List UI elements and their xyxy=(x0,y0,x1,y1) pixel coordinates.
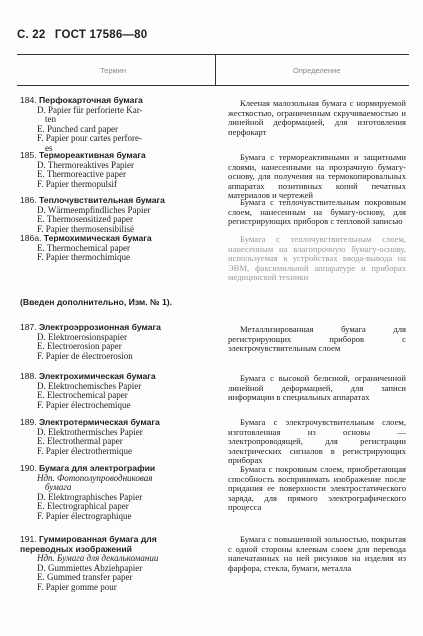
term-entry xyxy=(20,96,212,154)
term-entry xyxy=(20,372,212,410)
term-equivalent: F. Papier thermochimique xyxy=(37,252,131,263)
term-equivalent: E. Thermoreactive paper xyxy=(37,169,127,180)
term-equivalent: E. Electrographical paper xyxy=(37,501,129,512)
term-number: 187. xyxy=(20,322,37,332)
term-definition: Бумага с высокой белизной, ограниченной линейной деформацией, для записи информации в специальных аппаратах xyxy=(228,373,406,403)
term-equivalent: F. Papier pour cartes perfore- xyxy=(37,133,142,144)
term-equivalent: D. Elektrothermisches Papier xyxy=(37,426,143,437)
term-equivalent: D. Thermoreaktives Papier xyxy=(37,159,135,170)
term-definition: Бумага с термореактивными и защитными слоями, нанесенными на прозрачную бумагу-основу, для получения на термокопировальных аппаратах позитивных копий печатных материалов и чертежей xyxy=(228,152,406,201)
term-deprecated: Ндп. Фотополупроводниковая xyxy=(37,472,153,483)
term-entry xyxy=(20,323,212,361)
term-equivalent: es xyxy=(45,142,53,153)
term-equivalent: E. Electroerosion paper xyxy=(37,341,122,352)
term-equivalent: E. Thermochemical paper xyxy=(37,242,131,253)
page-number: С. 22 xyxy=(17,29,46,41)
term-definition: Клееная малозольная бумага с нормируемой жесткостью, ограниченным скручиваемостью и линейной деформацией, для изготовления перфокарт xyxy=(228,98,406,137)
term-number: 184. xyxy=(20,95,37,105)
term-equivalent: E. Punched card paper xyxy=(37,123,118,134)
term-deprecated: бумага xyxy=(45,482,72,493)
term-equivalent: D. Elektrochemisches Papier xyxy=(37,380,142,391)
term-number: 185. xyxy=(20,150,37,160)
term-equivalent: ten xyxy=(45,114,56,125)
term-entry xyxy=(20,535,212,593)
term-entry xyxy=(20,196,212,234)
term-definition: Бумага с электрочувствительным слоем, изготовленная из основы — электропроводящей, для регистрации электрических сигналов в регистрирующих приборах xyxy=(228,417,406,466)
term-equivalent: E. Thermosensitized paper xyxy=(37,214,134,225)
page-header xyxy=(17,29,147,41)
term-entry xyxy=(20,151,212,189)
term-title: Электротермическая бумага xyxy=(38,417,160,427)
term-entry xyxy=(20,418,212,456)
column-header-term: Термин xyxy=(100,66,126,75)
term-equivalent: F. Papier thermosensibilisé xyxy=(37,223,135,234)
term-title: Теплочувствительная бумага xyxy=(38,195,165,205)
term-title: Бумага для электрографии xyxy=(38,463,156,473)
term-equivalent: F. Papier électrothermique xyxy=(37,445,132,456)
column-divider xyxy=(215,54,216,86)
term-number: 188. xyxy=(20,371,37,381)
term-number: 186а. xyxy=(20,233,42,243)
column-header-definition: Определение xyxy=(293,66,341,75)
term-equivalent: E. Gummed transfer paper xyxy=(37,572,133,583)
term-equivalent: F. Papier thermopulsif xyxy=(37,178,118,189)
term-equivalent: F. Papier électrographique xyxy=(37,510,132,521)
amendment-note: (Введен дополнительно, Изм. № 1). xyxy=(20,297,173,307)
term-equivalent: D. Gummiettes Abziehpapier xyxy=(37,562,143,573)
term-equivalent: D. Elektrographisches Papier xyxy=(37,491,143,502)
term-entry xyxy=(20,234,212,263)
term-number: 189. xyxy=(20,417,37,427)
term-title: Перфокарточная бумага xyxy=(38,95,143,105)
term-title: Термореактивная бумага xyxy=(38,150,146,160)
term-number: 191. xyxy=(20,534,37,544)
term-title: Гуммированная бумага для переводных изображений xyxy=(20,534,157,554)
table-top-rule xyxy=(17,54,409,55)
term-definition: Бумага с повышенной зольностью, покрытая с одной стороны клеевым слоем для перевода напечатанных на ней рисунков на изделия из фарфора, стекла, бумаги, металла xyxy=(228,534,406,573)
term-number: 190. xyxy=(20,463,37,473)
term-equivalent: E. Electrochemical paper xyxy=(37,390,128,401)
term-definition: Металлизированная бумага для регистрирующих приборов с электрочувствительным слоем xyxy=(228,324,406,354)
term-deprecated: Ндп. Бумага для декалькомании xyxy=(37,553,159,564)
table-header-rule xyxy=(17,85,409,86)
term-title: Электрохимическая бумага xyxy=(38,371,156,381)
term-definition: Бумага с теплочувствительным покровным слоем, нанесенным на бумагу-основу, для регистрирующих приборов с тепловой записью xyxy=(228,197,406,227)
term-equivalent: D. Elektroerosionspapier xyxy=(37,331,127,342)
term-title: Электроэррозионная бумага xyxy=(38,322,161,332)
term-number: 186. xyxy=(20,195,37,205)
term-equivalent: F. Papier de électroerosion xyxy=(37,350,133,361)
term-definition: Бумага с теплочувствительным слоем, нанесенным на влагопрочную бумагу-основу, используемая в устройствах ввода-вывода на ЭВМ, факсимильной аппаратуре и приборах медицинской техники xyxy=(228,234,406,283)
standard-code: ГОСТ 17586—80 xyxy=(54,29,148,41)
term-entry xyxy=(20,464,212,522)
term-equivalent: D. Papier für perforierte Kar- xyxy=(37,104,143,115)
term-definition: Бумага с покровным слоем, приобретающая способность воспринимать изображение после придания ее поверхности электростатического заряда, для прямого электрографического процесса xyxy=(228,464,406,513)
term-equivalent: D. Wärmeempfindliches Papier xyxy=(37,204,151,215)
term-equivalent: F. Papier électrochemique xyxy=(37,399,131,410)
term-title: Термохимическая бумага xyxy=(43,233,152,243)
term-equivalent: F. Papier gomme pour xyxy=(37,581,117,592)
term-equivalent: E. Electrothermal paper xyxy=(37,436,123,447)
